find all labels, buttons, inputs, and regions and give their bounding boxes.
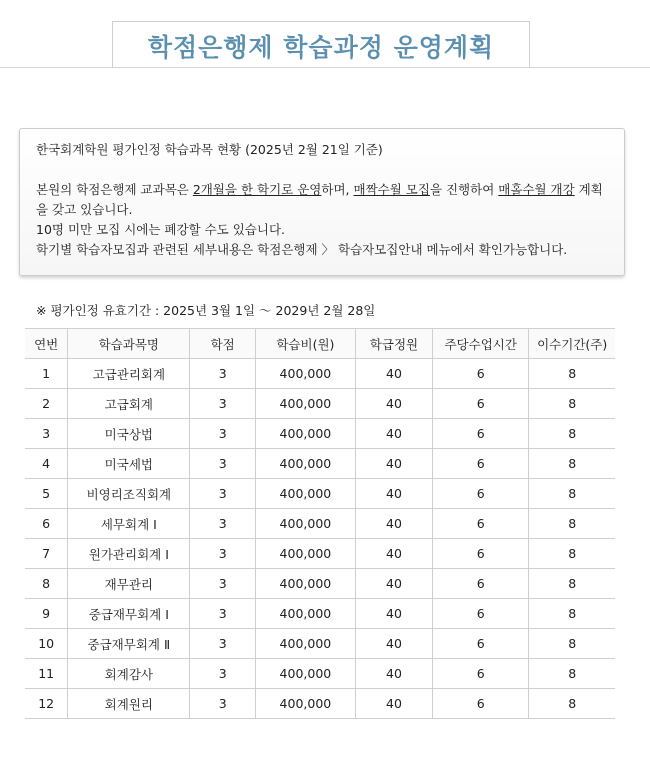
table-row: [25, 449, 615, 479]
cell-fee: 400,000: [255, 419, 355, 449]
cell-duration: 8: [529, 599, 615, 629]
cell-weekly-hours: 6: [433, 569, 529, 599]
cell-fee: 400,000: [255, 569, 355, 599]
cell-course-name: 중급재무회계 Ⅰ: [68, 599, 190, 629]
cell-course-name: 고급관리회계: [68, 359, 190, 389]
notice-text: 을 진행하여: [429, 182, 499, 197]
cell-no: 11: [25, 659, 68, 689]
cell-credit: 3: [190, 599, 256, 629]
notice-emphasis-semester: 2개월을 한 학기로 운영: [192, 182, 322, 197]
cell-no: 5: [25, 479, 68, 509]
cell-duration: 8: [529, 659, 615, 689]
cell-capacity: 40: [355, 629, 432, 659]
col-header-duration: 이수기간(주): [529, 329, 615, 359]
notice-line-schedule: [36, 180, 610, 220]
table-row: [25, 509, 615, 539]
cell-duration: 8: [529, 509, 615, 539]
validity-period: ※ 평가인정 유효기간 : 2025년 3월 1일 ～ 2029년 2월 28일: [36, 303, 376, 318]
cell-course-name: 고급회계: [68, 389, 190, 419]
notice-line-guide: 학기별 학습자모집과 관련된 세부내용은 학점은행제 〉 학습자모집안내 메뉴에서 확인가능합니다.: [36, 242, 568, 257]
table-row: [25, 659, 615, 689]
col-header-weekly-hours: 주당수업시간: [433, 329, 529, 359]
col-header-fee: 학습비(원): [255, 329, 355, 359]
table-row: [25, 389, 615, 419]
cell-capacity: 40: [355, 659, 432, 689]
table-row: [25, 359, 615, 389]
notice-heading: 한국회계학원 평가인정 학습과목 현황 (2025년 2월 21일 기준): [36, 142, 383, 157]
cell-duration: 8: [529, 629, 615, 659]
cell-capacity: 40: [355, 569, 432, 599]
cell-weekly-hours: 6: [433, 389, 529, 419]
cell-no: 2: [25, 389, 68, 419]
table-row: [25, 599, 615, 629]
cell-capacity: 40: [355, 689, 432, 719]
cell-duration: 8: [529, 689, 615, 719]
cell-weekly-hours: 6: [433, 539, 529, 569]
cell-fee: 400,000: [255, 689, 355, 719]
cell-capacity: 40: [355, 509, 432, 539]
page-header: [0, 0, 650, 70]
cell-credit: 3: [190, 629, 256, 659]
table-row: [25, 569, 615, 599]
cell-capacity: 40: [355, 359, 432, 389]
cell-fee: 400,000: [255, 539, 355, 569]
cell-no: 6: [25, 509, 68, 539]
cell-no: 9: [25, 599, 68, 629]
table-row: [25, 539, 615, 569]
page-title: 학점은행제 학습과정 운영계획: [147, 33, 495, 62]
cell-duration: 8: [529, 569, 615, 599]
col-header-course: 학습과목명: [68, 329, 190, 359]
cell-duration: 8: [529, 359, 615, 389]
cell-duration: 8: [529, 419, 615, 449]
cell-capacity: 40: [355, 599, 432, 629]
notice-emphasis-recruit: 매짝수월 모집: [353, 182, 430, 197]
cell-duration: 8: [529, 449, 615, 479]
cell-course-name: 미국세법: [68, 449, 190, 479]
col-header-no: 연번: [25, 329, 68, 359]
col-header-credit: 학점: [190, 329, 256, 359]
cell-no: 3: [25, 419, 68, 449]
cell-capacity: 40: [355, 479, 432, 509]
cell-capacity: 40: [355, 539, 432, 569]
cell-credit: 3: [190, 689, 256, 719]
cell-no: 4: [25, 449, 68, 479]
cell-capacity: 40: [355, 449, 432, 479]
cell-credit: 3: [190, 419, 256, 449]
notice-emphasis-open: 매홀수월 개강: [498, 182, 575, 197]
cell-duration: 8: [529, 479, 615, 509]
cell-course-name: 중급재무회계 Ⅱ: [68, 629, 190, 659]
cell-weekly-hours: 6: [433, 359, 529, 389]
course-table: [25, 328, 615, 719]
cell-weekly-hours: 6: [433, 659, 529, 689]
cell-credit: 3: [190, 479, 256, 509]
table-row: [25, 629, 615, 659]
col-header-capacity: 학급정원: [355, 329, 432, 359]
cell-fee: 400,000: [255, 659, 355, 689]
notice-line-cancel: 10명 미만 모집 시에는 폐강할 수도 있습니다.: [36, 222, 285, 237]
cell-weekly-hours: 6: [433, 689, 529, 719]
cell-weekly-hours: 6: [433, 509, 529, 539]
course-table-body: [25, 359, 615, 719]
cell-duration: 8: [529, 539, 615, 569]
cell-credit: 3: [190, 449, 256, 479]
cell-capacity: 40: [355, 389, 432, 419]
cell-course-name: 비영리조직회계: [68, 479, 190, 509]
notice-text: 하며,: [321, 182, 354, 197]
cell-weekly-hours: 6: [433, 419, 529, 449]
title-tab: [112, 21, 530, 67]
cell-credit: 3: [190, 359, 256, 389]
cell-course-name: 미국상법: [68, 419, 190, 449]
cell-credit: 3: [190, 389, 256, 419]
cell-fee: 400,000: [255, 509, 355, 539]
cell-fee: 400,000: [255, 449, 355, 479]
cell-capacity: 40: [355, 419, 432, 449]
cell-fee: 400,000: [255, 629, 355, 659]
table-row: [25, 689, 615, 719]
notice-text: 계획을 갖고 있습니다.: [36, 182, 603, 217]
cell-course-name: 재무관리: [68, 569, 190, 599]
cell-fee: 400,000: [255, 479, 355, 509]
cell-credit: 3: [190, 659, 256, 689]
table-row: [25, 419, 615, 449]
cell-duration: 8: [529, 389, 615, 419]
cell-course-name: 회계원리: [68, 689, 190, 719]
cell-no: 12: [25, 689, 68, 719]
cell-no: 8: [25, 569, 68, 599]
notice-text: 본원의 학점은행제 교과목은: [36, 182, 193, 197]
cell-fee: 400,000: [255, 599, 355, 629]
cell-course-name: 세무회계 Ⅰ: [68, 509, 190, 539]
cell-course-name: 회계감사: [68, 659, 190, 689]
cell-fee: 400,000: [255, 359, 355, 389]
cell-fee: 400,000: [255, 389, 355, 419]
notice-box: [19, 128, 625, 276]
table-header-row: [25, 329, 615, 359]
cell-credit: 3: [190, 539, 256, 569]
cell-weekly-hours: 6: [433, 599, 529, 629]
cell-weekly-hours: 6: [433, 479, 529, 509]
header-divider: [0, 67, 650, 68]
cell-weekly-hours: 6: [433, 629, 529, 659]
cell-course-name: 원가관리회계 Ⅰ: [68, 539, 190, 569]
cell-credit: 3: [190, 509, 256, 539]
cell-no: 1: [25, 359, 68, 389]
table-row: [25, 479, 615, 509]
cell-credit: 3: [190, 569, 256, 599]
cell-no: 10: [25, 629, 68, 659]
cell-no: 7: [25, 539, 68, 569]
cell-weekly-hours: 6: [433, 449, 529, 479]
